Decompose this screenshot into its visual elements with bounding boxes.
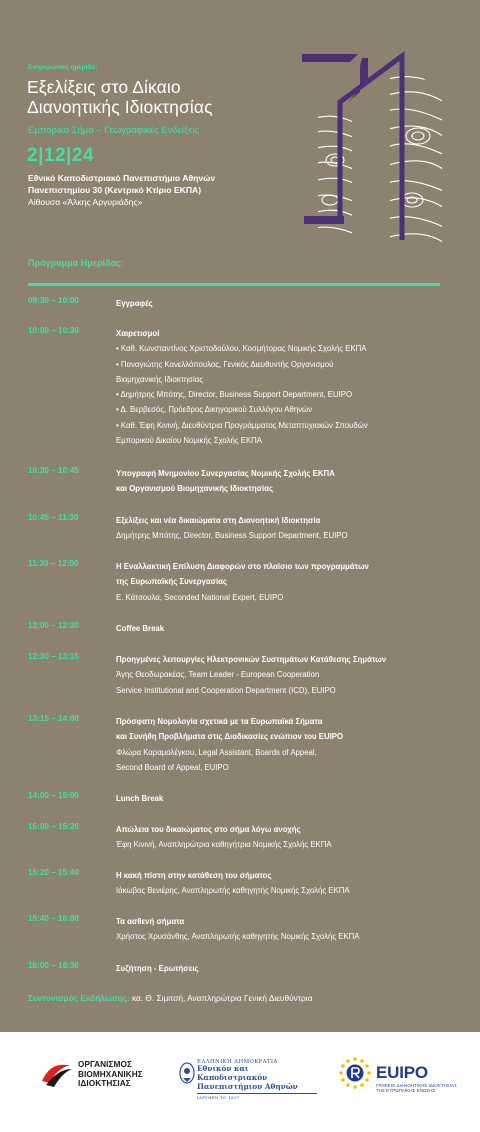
event-title-line1: Εξελίξεις στο Δίκαιο: [27, 77, 181, 97]
program-title: Η Εναλλακτική Επίλυση Διαφορών στο πλαίσιο των προγραμμάτων: [116, 562, 369, 571]
program-content: [116, 652, 458, 698]
program-content: [116, 466, 458, 497]
euipo-logo-sub1: ΓΡΑΦΕΙΟ ΔΙΑΝΟΗΤΙΚΗΣ ΙΔΙΟΚΤΗΣΙΑΣ: [376, 1083, 457, 1088]
event-date: 2|12|24: [27, 145, 94, 166]
program-title: Απώλεια του δικαιώματος στο σήμα λόγω ανοχής: [116, 825, 301, 834]
program-content: [116, 513, 458, 544]
program-time: 10:45 – 11:30: [28, 513, 79, 522]
program-detail: • Παναγιώτης Κανελλόπουλος, Γενικός Διευθυντής Οργανισμού: [116, 359, 334, 369]
program-title: Η κακή πίστη στην κατάθεση του σήματος: [116, 871, 272, 880]
program-title: και Οργανισμού Βιομηχανικής Ιδιοκτησίας: [116, 484, 273, 494]
program-detail: Ιάκωβος Βενιέρης, Αναπληρωτής καθηγητής Νομικής Σχολής ΕΚΠΑ: [116, 886, 350, 896]
program-title: Συζήτηση - Ερωτήσεις: [116, 964, 199, 973]
ekpa-logo-line1: ΕΛΛΗΝΙΚΗ ΔΗΜΟΚΡΑΤΙΑ: [197, 1059, 278, 1065]
coordination-label: Συντονισμός Εκδήλωσης:: [28, 993, 130, 1003]
program-content: [116, 559, 458, 605]
program-detail: Δημήτρης Μπότης, Director, Business Support Department, EUIPO: [116, 531, 348, 541]
obi-logo-line2: ΒΙΟΜΗΧΑΝΙΚΗΣ: [78, 1069, 143, 1079]
event-title: [27, 77, 213, 117]
program-title: Coffee Break: [116, 624, 165, 633]
program-time: 14:00 – 15:00: [28, 791, 79, 800]
ekpa-logo-line2: Εθνικόν και Καποδιστριακόν: [197, 1064, 268, 1082]
program-content: [116, 791, 458, 806]
program-time: 15:00 – 15:20: [28, 822, 79, 831]
event-type-label: Ενημερωτική ημερίδα:: [28, 64, 98, 71]
obi-logo-mark-icon: [40, 1061, 74, 1089]
program-content: [116, 296, 458, 311]
program-time: 15:20 – 15:40: [28, 868, 79, 877]
program-time: 16:00 – 16:30: [28, 961, 79, 970]
event-venue: [28, 172, 215, 208]
program-title: Υπογραφή Μνημονίου Συνεργασίας Νομικής Σχολής ΕΚΠΑ: [116, 469, 335, 478]
obi-logo-line1: ΟΡΓΑΝΙΣΜΟΣ: [78, 1060, 132, 1069]
ekpa-emblem-icon: [179, 1062, 195, 1084]
program-title: Εγγραφές: [116, 299, 153, 308]
program-time: 11:30 – 12:00: [28, 559, 79, 568]
obi-logo-line3: ΙΔΙΟΚΤΗΣΙΑΣ: [78, 1079, 131, 1089]
program-title: Lunch Break: [116, 794, 164, 803]
ekpa-logo-line4: ΙΔΡΥΘΕΝ ΤΟ 1837: [197, 1093, 317, 1100]
program-content: [116, 914, 458, 945]
program-detail: • Καθ. Κωνσταντίνος Χριστοδούλου, Κοσμήτορας Νομικής Σχολής ΕΚΠΑ: [116, 344, 367, 354]
program-detail: Ε. Κάτσουλα, Seconded National Expert, EUIPO: [116, 592, 284, 602]
program-detail: Second Board of Appeal, EUIPO: [116, 762, 229, 772]
program-content: [116, 714, 458, 775]
program-title: και Συνήθη Προβλήματα στις Διαδικασίες ενώπιον του EUIPO: [116, 732, 344, 742]
program-time: 12:00 – 12:30: [28, 621, 79, 630]
program-content: [116, 621, 458, 636]
coordination-text: κα. Θ. Σιμιτσή, Αναπληρώτρια Γενική Διευθύντρια: [129, 993, 313, 1003]
euipo-logo-sub2: ΤΗΣ ΕΥΡΩΠΑΪΚΗΣ ΕΝΩΣΗΣ: [376, 1088, 436, 1093]
decorative-artwork: [290, 40, 480, 260]
event-subtitle: Εμπορικό Σήμα – Γεωγραφικές Ενδείξεις: [28, 125, 200, 136]
venue-line1: Εθνικό Καποδιστριακό Πανεπιστήμιο Αθηνών: [28, 173, 216, 183]
program-heading: Πρόγραμμα Ημερίδας:: [28, 258, 124, 268]
program-title: της Ευρωπαϊκής Συνεργασίας: [116, 577, 227, 587]
euipo-emblem-icon: [338, 1056, 372, 1090]
program-time: 13:15 – 14:00: [28, 714, 79, 723]
program-title: Χαιρετισμοί: [116, 329, 160, 338]
venue-room: Αίθουσα «Άλκης Αργυριάδης»: [28, 197, 143, 207]
program-content: [116, 961, 458, 976]
program-title: Τα ασθενή σήματα: [116, 917, 185, 926]
program-detail: • Καθ. Έφη Κινινή, Διευθύντρια Προγράμματος Μεταπτυχιακών Σπουδών: [116, 420, 368, 430]
program-time: 10:00 – 10:30: [28, 326, 79, 335]
program-content: [116, 868, 458, 899]
program-detail: Έφη Κινινή, Αναπληρώτρια καθηγήτρια Νομικής Σχολής ΕΚΠΑ: [116, 840, 332, 850]
program-time: 15:40 – 16:00: [28, 914, 79, 923]
program-content: [116, 822, 458, 853]
euipo-logo-wordmark: EUIPO: [376, 1063, 428, 1082]
coordination-note: [28, 993, 312, 1003]
program-title: Πρόσφατη Νομολογία σχετικά με τα Ευρωπαϊκά Σήματα: [116, 717, 323, 726]
event-title-line2: Διανοητικής Ιδιοκτησίας: [27, 97, 213, 117]
program-time: 09:30 – 10:00: [28, 296, 79, 305]
program-detail: • Δημήτρης Μπότης, Director, Business Support Department, EUIPO: [116, 390, 353, 400]
program-time: 12:30 – 13:15: [28, 652, 79, 661]
program-title: Προηγμένες λειτουργίες Ηλεκτρονικών Συστημάτων Κατάθεσης Σημάτων: [116, 655, 387, 664]
program-detail: Χρήστος Χρυσάνθης, Αναπληρωτής καθηγητής Νομικής Σχολής ΕΚΠΑ: [116, 932, 360, 942]
program-detail: Άγης Θεοδωρακέας, Team Leader - European Cooperation: [116, 670, 320, 680]
program-detail: Βιομηχανικής Ιδιοκτησίας: [116, 374, 203, 384]
program-divider: [28, 283, 440, 286]
obi-logo: [40, 1059, 160, 1099]
euipo-logo: [338, 1054, 468, 1104]
program-detail: Service Institutional and Cooperation Department (ICD), EUIPO: [116, 685, 336, 695]
partner-logos: [0, 1032, 480, 1132]
program-content: [116, 326, 458, 448]
ekpa-logo-line3: Πανεπιστήμιον Αθηνών: [197, 1081, 298, 1091]
program-detail: Εμπορικού Δικαίου Νομικής Σχολής ΕΚΠΑ: [116, 436, 262, 446]
program-title: Εξελίξεις και νέα δικαιώματα στη Διανοητική Ιδιοκτησία: [116, 516, 321, 525]
program-time: 10:30 – 10:45: [28, 466, 79, 475]
program-detail: • Δ. Βερβεσός, Πρόεδρος Δικηγορικού Συλλόγου Αθηνών: [116, 405, 313, 415]
ekpa-logo: [177, 1056, 317, 1106]
venue-line2: Πανεπιστημίου 30 (Κεντρικό Κτίριο ΕΚΠΑ): [28, 185, 202, 195]
program-detail: Φλώρα Καραμολέγκου, Legal Assistant, Boards of Appeal,: [116, 747, 317, 757]
